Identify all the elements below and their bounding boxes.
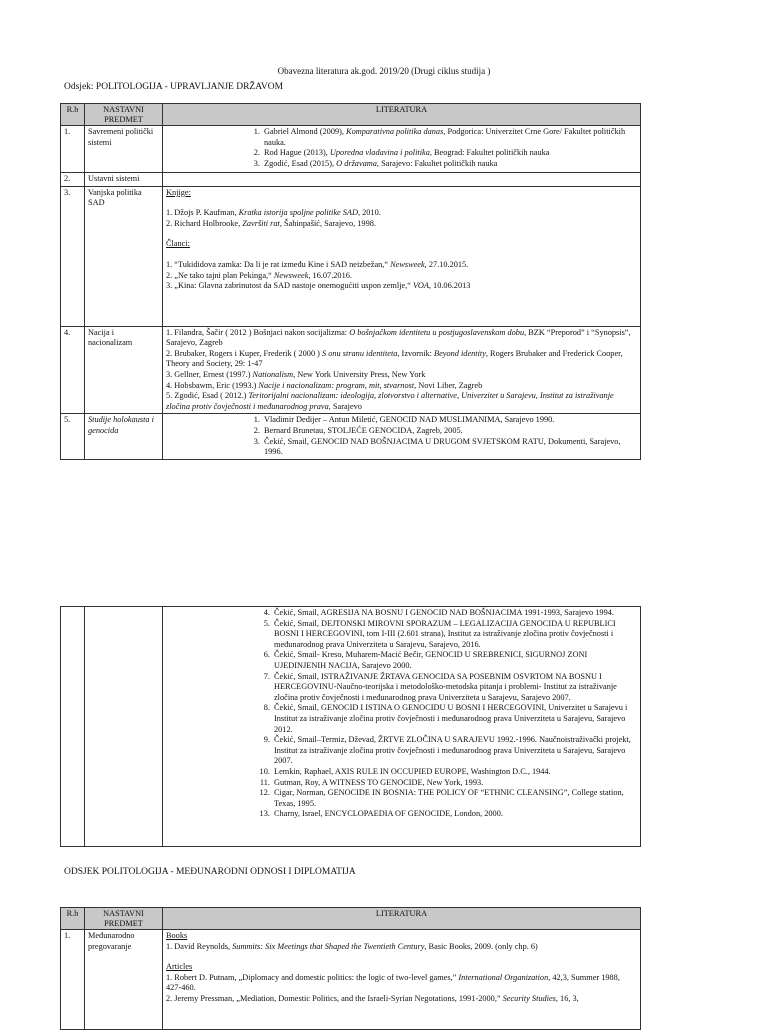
literature-table-1: [60, 103, 641, 460]
row-number: 1.: [61, 930, 85, 1030]
list-item: 2. Brubaker, Rogers i Kuper, Frederik ( 2000 ) S onu stranu identiteta, Izvornik: Beyond identity, Rogers Brubaker and Frederick Cooper, Theory and Society, 29: 1-47: [166, 348, 623, 369]
row-number: 2.: [61, 173, 85, 187]
table-row: [61, 326, 641, 414]
list-item: 2. Rod Hague (2013), Uporedna vladavina i politika, Beograd: Fakultet političkih nauka: [262, 148, 637, 159]
list-item: 2. Bernard Brunetau, STOLJEĆE GENOCIDA, Zagreb, 2005.: [262, 426, 637, 437]
literature-cell: [163, 186, 641, 326]
header-rb: R.b: [61, 908, 85, 930]
row-number: 4.: [61, 326, 85, 414]
header-literatura: LITERATURA: [163, 104, 641, 126]
course-name: Studije holokausta i genocida: [85, 414, 163, 459]
list-item: 7. Čekić, Smail, ISTRAŽIVANJE ŽRTAVA GENOCIDA SA POSEBNIM OSVRTOM NA BOSNU I HERCEGOVINU-Naučno-teorijska i metodološko-metodska pitanja i problemi- Institut za istraživanje zločina protiv čovječnosti i međunarodnog prava Univerziteta u Sarajevu, Sarajevo 2007.: [272, 672, 637, 704]
list-item: 10. Lemkin, Raphael, AXIS RULE IN OCCUPIED EUROPE, Washington D.C., 1944.: [272, 767, 637, 778]
row-number: [61, 607, 85, 847]
list-item: 6. Čekić, Smail- Kreso, Muharem-Macić Bečir, GENOCID U SREBRENICI, SIGURNOJ ZONI UJEDINJENIH NACIJA, Sarajevo 2000.: [272, 650, 637, 671]
literature-table-continued: [60, 606, 641, 847]
literature-cell: [163, 173, 641, 187]
course-name: Nacija i nacionalizam: [85, 326, 163, 414]
course-name: Ustavni sistemi: [85, 173, 163, 187]
list-item: 13. Charny, Israel, ENCYCLOPAEDIA OF GENOCIDE, London, 2000.: [272, 809, 637, 820]
books-heading: Knjige:: [166, 187, 191, 197]
books-heading: Books: [166, 931, 188, 940]
table-row: [61, 930, 641, 1030]
list-item: 5. Zgodić, Esad ( 2012.) Teritorijalni nacionalizam: ideologija, zlotvorstvo i alternative, Univerzitet u Sarajevu, Institut za istraživanje zločina protiv čovječnosti i međunarodnog prava, Sarajevo: [166, 391, 614, 411]
course-name: Međunarodno pregovaranje: [85, 930, 163, 1030]
literature-cell: [163, 930, 641, 1030]
row-number: 3.: [61, 186, 85, 326]
list-item: 9. Čekić, Smail–Termiz, Dževad, ŽRTVE ZLOČINA U SARAJEVU 1992.-1996. Naučnoistraživački projekt, Institut za istraživanje zločina protiv čovječnosti i međunarodnog prava Univerziteta u Sarajevu, Sarajevo 2007.: [272, 735, 637, 767]
document-title: Obavezna literatura ak.god. 2019/20 (Drugi ciklus studija ): [277, 66, 491, 76]
header-predmet: NASTAVNI PREDMET: [85, 908, 163, 930]
list-item: 3. „Kina: Glavna zabrinutost da SAD nastoje onemogućiti uspon zemlje,“ VOA, 10.06.2013: [166, 281, 471, 291]
literature-table-2: [60, 907, 641, 1030]
articles-heading: Articles: [166, 962, 193, 972]
table-row: [61, 126, 641, 173]
literature-cell: [163, 414, 641, 459]
list-item: 1. Filandra, Šačir ( 2012 ) Bošnjaci nakon socijalizma: O bošnjačkom identitetu u postjugoslavenskom dobu, BZK “Preporod” i “Synopsis”, Sarajevo, Zagreb: [166, 327, 631, 348]
list-item: 1. Vladimir Dedijer – Antun Miletić, GENOCID NAD MUSLIMANIMA, Sarajevo 1990.: [262, 415, 637, 426]
list-item: 1. David Reynolds, Summits: Six Meetings that Shaped the Twentieth Century, Basic Books, 2009. (only chp. 6): [166, 941, 538, 951]
list-item: 3. Čekić, Smail, GENOCID NAD BOŠNJACIMA U DRUGOM SVJETSKOM RATU, Dokumenti, Sarajevo, 1996.: [262, 437, 637, 458]
list-item: 4. Čekić, Smail, AGRESIJA NA BOSNU I GENOCID NAD BOŠNJACIMA 1991-1993, Sarajevo 1994.: [272, 608, 637, 619]
header-rb: R.b: [61, 104, 85, 126]
literature-cell: [163, 326, 641, 414]
table-row: [61, 173, 641, 187]
list-item: 8. Čekić, Smail, GENOCID I ISTINA O GENOCIDU U BOSNI I HERCEGOVINI, Univerzitet u Sarajevu i Institut za istraživanje zločina protiv čovječnosti i međunarodnog prava Univerziteta u Sarajevu, Sarajevo 2012.: [272, 703, 637, 735]
list-item: 1. Robert D. Putnam, „Diplomacy and domestic politics: the logic of two-level games,” International Organization, 42,3, Summer 1988, 427-460.: [166, 972, 620, 993]
table-row: [61, 607, 641, 847]
section-heading-diplomatija: ODSJEK POLITOLOGIJA - MEĐUNARODNI ODNOSI I DIPLOMATIJA: [64, 867, 356, 877]
list-item: 1. Gabriel Almond (2009), Komparativna politika danas, Podgorica: Univerzitet Crne Gore/ Fakultet političkih nauka.: [262, 127, 637, 148]
list-item: 1. “Tukididova zamka: Da li je rat između Kine i SAD neizbežan,“ Newsweek, 27.10.2015.: [166, 259, 469, 269]
literature-cell: [163, 607, 641, 847]
list-item: 2. Richard Holbrooke, Završiti rat, Šahinpašić, Sarajevo, 1998.: [166, 218, 376, 228]
list-item: 11. Gutman, Roy, A WITNESS TO GENOCIDE, New York, 1993.: [272, 778, 637, 789]
header-predmet: NASTAVNI PREDMET: [85, 104, 163, 126]
list-item: 5. Čekić, Smail, DEJTONSKI MIROVNI SPORAZUM – LEGALIZACIJA GENOCIDA U REPUBLICI BOSNI I HERCEGOVINI, tom I-III (2.601 strana), Institut za istraživanje zločina protiv čovječnosti i međunarodnog prava Univerziteta u Sarajevu, Sarajevo, 2016.: [272, 619, 637, 651]
list-item: 4. Hobsbawm, Eric (1993.) Nacije i nacionalizam: program, mit, stvarnost, Novi Liber, Zagreb: [166, 380, 483, 390]
articles-heading: Članci:: [166, 239, 190, 249]
list-item: 3. Gellner, Ernest (1997.) Nationalism, New York University Press, New York: [166, 369, 426, 379]
header-literatura: LITERATURA: [163, 908, 641, 930]
row-number: 5.: [61, 414, 85, 459]
list-item: 2. Jeremy Pressman, „Mediation, Domestic Politics, and the Israeli-Syrian Negotations, 1991-2000,” Security Studies, 16, 3,: [166, 993, 579, 1003]
course-name: Vanjska politika SAD: [85, 186, 163, 326]
section-heading-upravljanje: Odsjek: POLITOLOGIJA - UPRAVLJANJE DRŽAVOM: [64, 82, 284, 92]
table-row: [61, 414, 641, 459]
list-item: 2. „Ne tako tajni plan Pekinga,“ Newsweek, 16.07.2016.: [166, 270, 352, 280]
row-number: 1.: [61, 126, 85, 173]
literature-cell: [163, 126, 641, 173]
table-row: [61, 186, 641, 326]
course-name: Savremeni politički sistemi: [85, 126, 163, 173]
list-item: 3. Zgodić, Esad (2015), O državama, Sarajevo: Fakultet političkih nauka: [262, 159, 637, 170]
course-name: [85, 607, 163, 847]
list-item: 1. Džojs P. Kaufman, Kratka istorija spoljne politike SAD, 2010.: [166, 208, 381, 218]
list-item: 12. Cigar, Norman, GENOCIDE IN BOSNIA: THE POLICY OF “ETHNIC CLEANSING”, College station, Texas, 1995.: [272, 788, 637, 809]
